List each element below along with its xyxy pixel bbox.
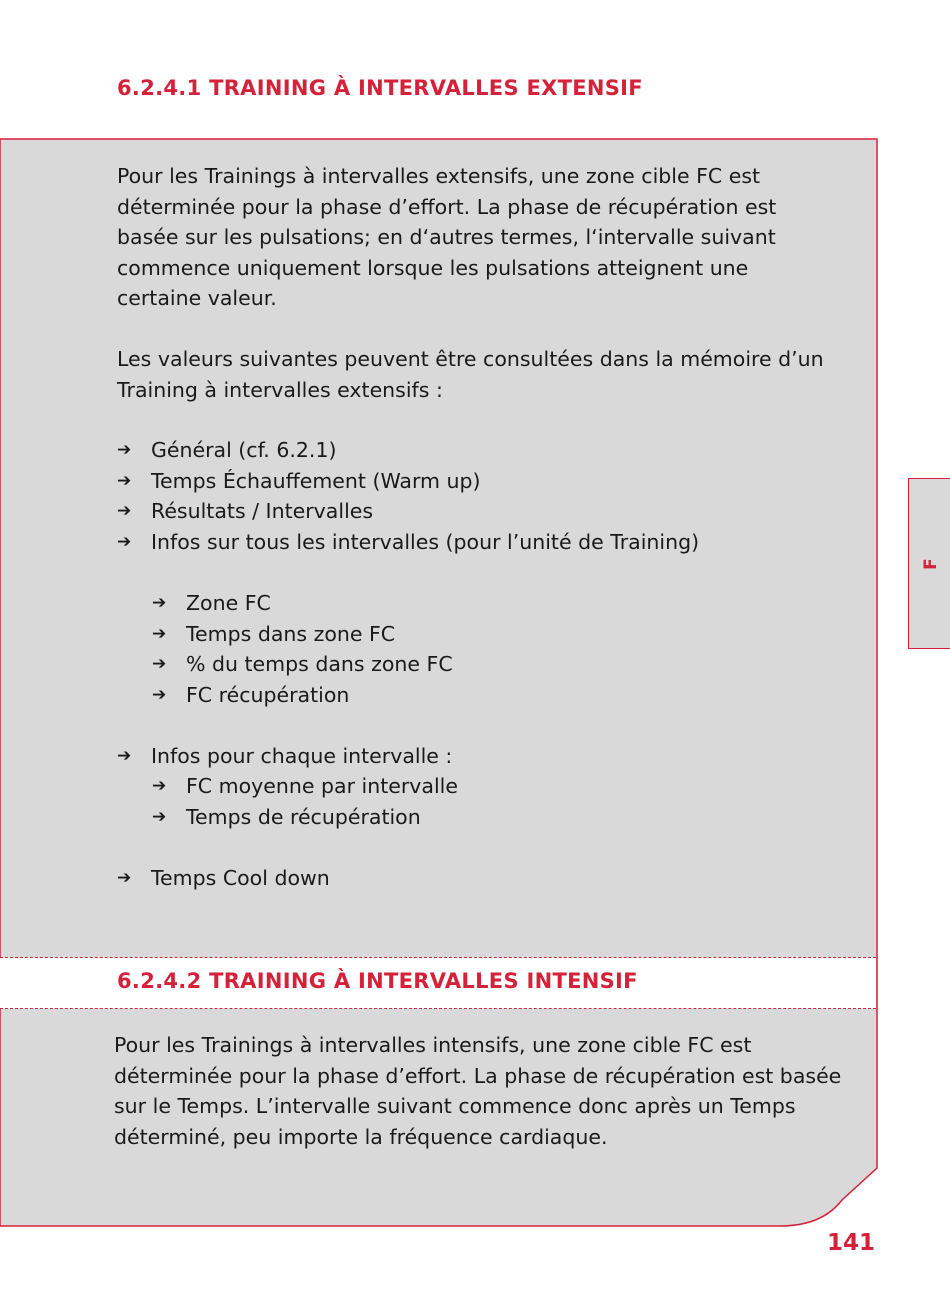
bullet-list-each-interval — [117, 741, 452, 772]
language-tab-label: F — [920, 557, 941, 570]
arrow-right-icon: ➔ — [152, 654, 167, 674]
language-side-tab — [908, 478, 950, 649]
arrow-right-icon: ➔ — [152, 776, 167, 796]
arrow-right-icon: ➔ — [152, 593, 167, 613]
list-item: ➔ Temps Échauffement (Warm up) — [117, 466, 699, 497]
arrow-right-icon: ➔ — [152, 806, 167, 827]
section-heading-extensif: 6.2.4.1 TRAINING À INTERVALLES EXTENSIF — [117, 76, 643, 100]
list-item: ➔ FC récupération — [152, 680, 453, 711]
list-item: ➔ Infos pour chaque intervalle : — [117, 741, 452, 772]
list-item: ➔ FC moyenne par intervalle — [152, 771, 458, 802]
bullet-list-main — [117, 435, 699, 557]
page-number: 141 — [826, 1230, 875, 1256]
bullet-list-each-interval-details — [152, 771, 458, 832]
list-item: ➔ Temps dans zone FC — [152, 619, 453, 650]
paragraph-intensif-intro: Pour les Trainings à intervalles intensifs, une zone cible FC est déterminée pour la phase d’effort. La phase de récupération est basée sur le Temps. L’intervalle suivant commence donc après un Temps déterminé, peu importe la fréquence cardiaque. — [114, 1033, 842, 1149]
bullet-list-all-intervals — [152, 588, 453, 710]
paragraph-extensif-intro: Pour les Trainings à intervalles extensifs, une zone cible FC est déterminée pour la phase d’effort. La phase de récupération est basée sur les pulsations; en d‘autres termes, l‘intervalle suivant commence uniquement lorsque les pulsations atteignent une certaine valeur. — [117, 164, 777, 310]
list-item: ➔ Temps de récupération — [152, 802, 458, 833]
arrow-right-icon: ➔ — [117, 470, 132, 491]
arrow-right-icon: ➔ — [152, 623, 167, 644]
list-item: ➔ Zone FC — [152, 588, 453, 619]
arrow-right-icon: ➔ — [117, 501, 132, 521]
arrow-right-icon: ➔ — [117, 440, 132, 460]
arrow-right-icon: ➔ — [152, 684, 167, 705]
bullet-list-cooldown — [117, 863, 330, 894]
section-heading-intensif: 6.2.4.2 TRAINING À INTERVALLES INTENSIF — [117, 969, 638, 993]
list-item: ➔ Résultats / Intervalles — [117, 496, 699, 527]
paragraph-memory-values: Les valeurs suivantes peuvent être consultées dans la mémoire d’un Training à intervalles extensifs : — [117, 347, 824, 402]
list-item: ➔ Temps Cool down — [117, 863, 330, 894]
list-item: ➔ % du temps dans zone FC — [152, 649, 453, 680]
arrow-right-icon: ➔ — [117, 531, 132, 552]
arrow-right-icon: ➔ — [117, 868, 132, 888]
list-item: ➔ Infos sur tous les intervalles (pour l’unité de Training) — [117, 527, 699, 558]
list-item: ➔ Général (cf. 6.2.1) — [117, 435, 699, 466]
arrow-right-icon: ➔ — [117, 746, 132, 766]
